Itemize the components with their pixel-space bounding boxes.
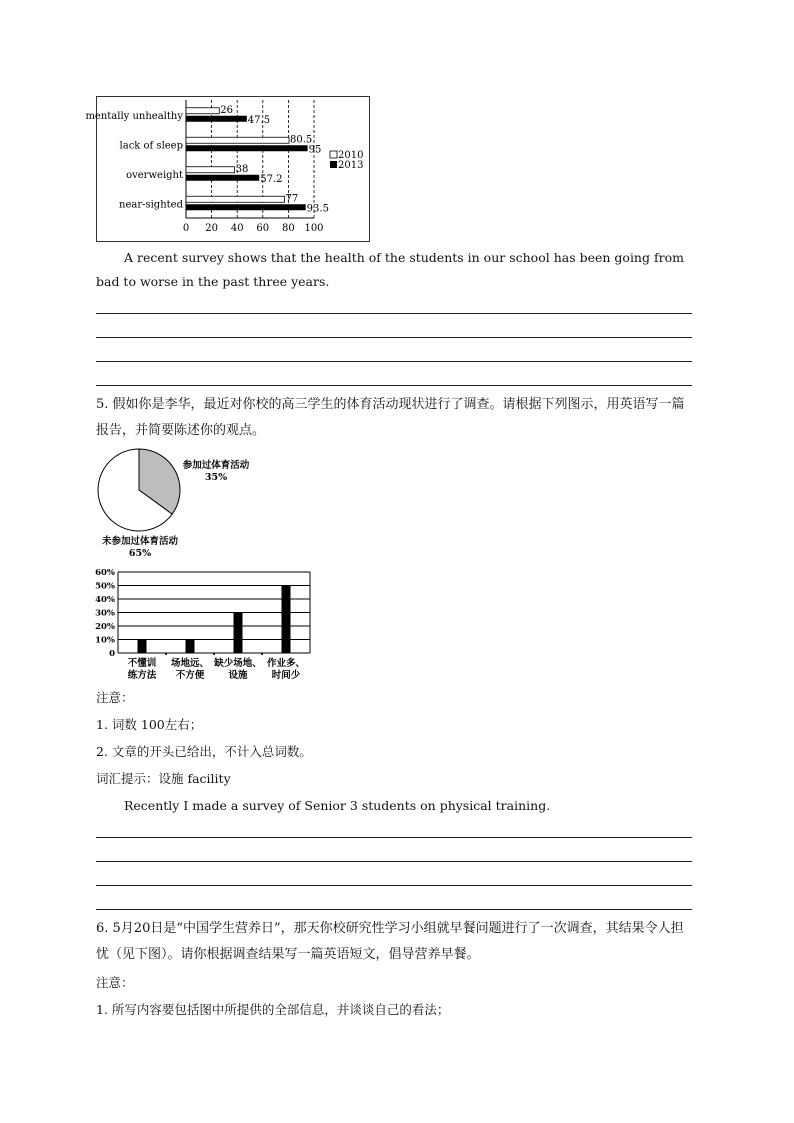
y-tick-label: 30% — [95, 608, 115, 619]
q5-note-1: 1. 词数 100左右； — [96, 717, 203, 732]
writing-line — [96, 313, 692, 314]
value-label-2013: 47.5 — [247, 114, 271, 126]
bar-2010 — [186, 137, 289, 143]
q5-note-2: 2. 文章的开头已给出，不计入总词数。 — [96, 744, 312, 759]
y-tick-label: 50% — [95, 581, 115, 592]
x-category-label: 缺少场地、 — [214, 658, 262, 669]
q4-opening-sentence: A recent survey shows that the health of the students in our school has been going from bad to worse in the past three years. — [96, 250, 684, 289]
writing-line — [96, 885, 692, 886]
x-category-label: 时间少 — [271, 670, 301, 681]
category-label: overweight — [126, 169, 183, 181]
category-label: lack of sleep — [119, 140, 183, 152]
q6-prompt: 6. 5月20日是“中国学生营养日”，那天你校研究性学习小组就早餐问题进行了一次调查，其结果令人担忧（见下图）。请你根据调查结果写一篇英语短文，倡导营养早餐。 — [96, 921, 684, 962]
value-label-2010: 80.5 — [290, 134, 313, 146]
x-category-label: 场地远、 — [170, 658, 210, 669]
value-label-2010: 38 — [235, 163, 249, 175]
bar-2013 — [186, 175, 259, 181]
value-label-2013: 57.2 — [260, 173, 283, 185]
category-label: near-sighted — [119, 199, 183, 211]
q5-prompt: 5. 假如你是李华，最近对你校的高三学生的体育活动现状进行了调查。请根据下列图示，用英语写一篇报告，并简要陈述你的观点。 — [96, 397, 685, 438]
legend-swatch-2010 — [330, 151, 337, 158]
pie-slice-value: 65% — [128, 548, 152, 559]
legend-label-2010: 2010 — [338, 150, 364, 161]
x-tick-dot — [261, 653, 263, 655]
value-label-2010: 26 — [220, 104, 234, 116]
x-tick-label: 20 — [205, 223, 218, 234]
y-tick-label: 60% — [95, 568, 115, 578]
q5-opening-sentence: Recently I made a survey of Senior 3 students on physical training. — [124, 798, 551, 813]
category-label: mentally unhealthy — [85, 110, 183, 122]
writing-line — [96, 361, 692, 362]
bar — [234, 613, 243, 654]
bar — [282, 586, 291, 654]
q5-notes-title: 注意： — [96, 690, 134, 705]
x-tick-dot — [213, 653, 215, 655]
writing-line — [96, 861, 692, 862]
y-tick-label: 10% — [95, 635, 115, 646]
bar — [138, 640, 147, 654]
writing-line — [96, 837, 692, 838]
pie-slice-label: 未参加过体育活动 — [101, 536, 179, 547]
q6-notes-title: 注意： — [96, 975, 134, 990]
value-label-2013: 93.5 — [306, 203, 329, 215]
value-label-2010: 77 — [285, 193, 299, 205]
bar-2010 — [186, 108, 219, 114]
y-tick-label: 20% — [95, 622, 115, 632]
x-tick-label: 0 — [182, 223, 190, 234]
x-tick-label: 100 — [304, 223, 324, 234]
x-tick-label: 80 — [282, 223, 295, 234]
legend-label-2013: 2013 — [338, 160, 364, 171]
bar — [186, 640, 195, 654]
x-category-label: 作业多、 — [266, 658, 306, 669]
writing-line — [96, 909, 692, 910]
x-tick-dot — [165, 653, 167, 655]
writing-line — [96, 337, 692, 338]
y-tick-label: 0 — [109, 649, 115, 659]
q5-vocab-hint: 词汇提示：设施 facility — [96, 771, 231, 786]
pie-slice-label: 参加过体育活动 — [182, 460, 250, 471]
bar-2013 — [186, 145, 308, 151]
value-label-2013: 95 — [308, 144, 322, 156]
y-tick-label: 40% — [95, 595, 115, 605]
bar-2010 — [186, 167, 235, 173]
q6-note-1: 1. 所写内容要包括图中所提供的全部信息，并谈谈自己的看法； — [96, 1002, 450, 1017]
reasons-bar-chart — [90, 565, 320, 685]
x-category-label: 练方法 — [127, 670, 157, 681]
x-category-label: 不方便 — [175, 670, 205, 681]
health-survey-bar-chart — [85, 96, 370, 242]
x-category-label: 设施 — [228, 670, 248, 681]
legend-swatch-2013 — [330, 161, 337, 168]
bar-2013 — [186, 116, 247, 122]
x-category-label: 不懂训 — [127, 658, 157, 669]
bar-2013 — [186, 204, 306, 210]
pie-slice-value: 35% — [204, 472, 228, 483]
bar-2010 — [186, 196, 285, 202]
writing-line — [96, 385, 692, 386]
sports-participation-pie-chart — [92, 446, 292, 562]
x-tick-label: 40 — [230, 223, 244, 234]
x-tick-label: 60 — [256, 223, 270, 234]
